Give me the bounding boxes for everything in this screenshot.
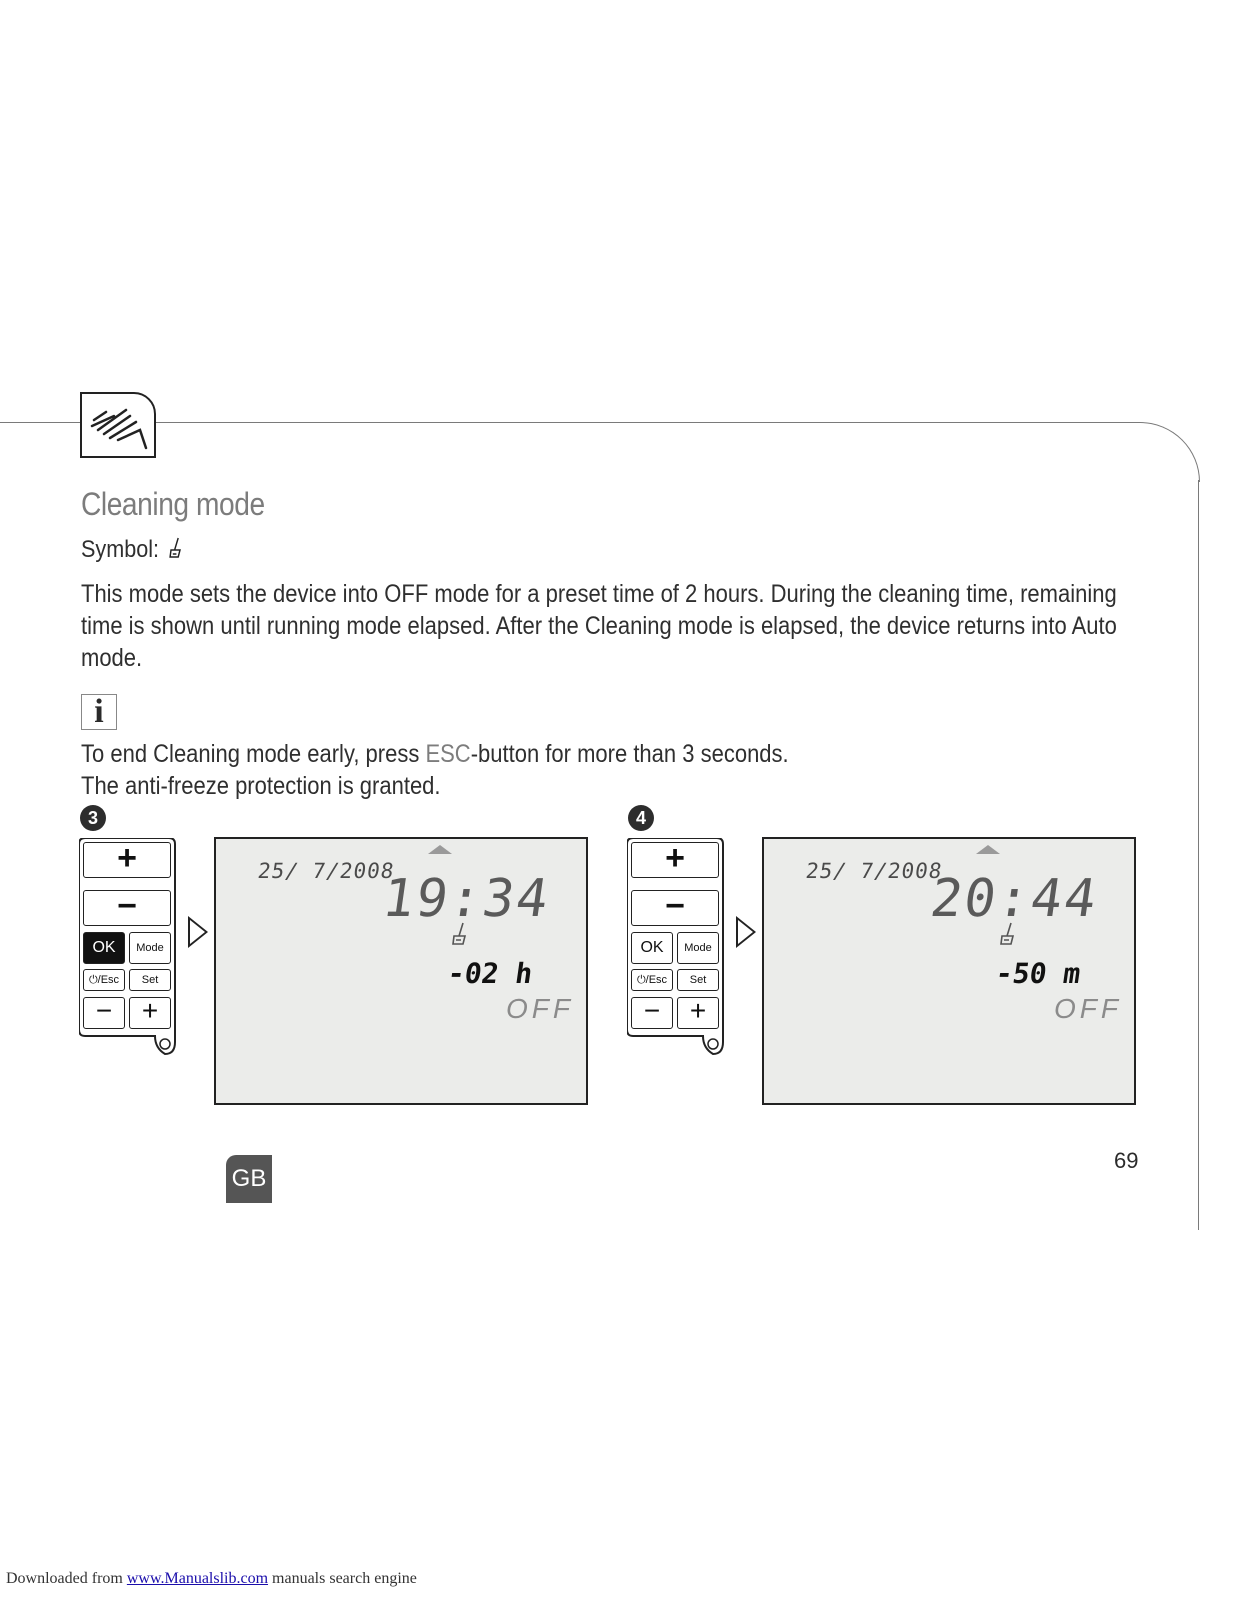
remote-control-4 — [627, 838, 723, 1038]
mode-button[interactable]: Mode — [129, 932, 171, 964]
footer-suffix: manuals search engine — [268, 1570, 417, 1587]
minus-button[interactable]: − — [631, 890, 719, 926]
indicator-icon — [976, 845, 1000, 854]
language-tab: GB — [226, 1155, 272, 1203]
lcd-state: OFF — [506, 993, 574, 1024]
esc-button[interactable]: ⏻/Esc — [83, 969, 125, 991]
note — [81, 738, 961, 802]
esc-key-label: ESC — [425, 740, 471, 768]
hand-icon — [80, 392, 156, 458]
small-plus-button[interactable]: + — [677, 997, 719, 1029]
page-number: 69 — [1114, 1148, 1139, 1173]
lcd-time: 19:34 — [379, 869, 555, 929]
plus-button[interactable]: + — [631, 842, 719, 878]
section-title: Cleaning mode — [81, 486, 265, 522]
lcd-display-3 — [214, 837, 588, 1105]
remote-control-3 — [79, 838, 175, 1038]
step-number-3: 3 — [80, 805, 106, 831]
lcd-display-4 — [762, 837, 1136, 1105]
footer — [6, 1570, 417, 1588]
set-button[interactable]: Set — [129, 969, 171, 991]
lcd-time: 20:44 — [927, 869, 1103, 929]
lcd-remaining-time: -50 m — [993, 957, 1083, 990]
lcd-date: 25/ 7/2008 — [804, 859, 945, 883]
esc-button[interactable]: ⏻/Esc — [631, 969, 673, 991]
mode-button[interactable]: Mode — [677, 932, 719, 964]
symbol-label: Symbol: — [81, 536, 160, 563]
brush-icon — [168, 536, 184, 560]
indicator-icon — [428, 845, 452, 854]
info-icon: i — [81, 694, 117, 730]
step-number-4: 4 — [628, 805, 654, 831]
brush-icon — [998, 921, 1016, 947]
lcd-remaining-time: -02 h — [445, 957, 535, 990]
minus-button[interactable]: − — [83, 890, 171, 926]
plus-button[interactable]: + — [83, 842, 171, 878]
frame-corner — [1140, 422, 1200, 482]
note-line-1: To end Cleaning mode early, press ESC-button for more than 3 seconds. — [81, 740, 789, 768]
ok-button[interactable]: OK — [83, 932, 125, 964]
small-minus-button[interactable]: − — [631, 997, 673, 1029]
lcd-date: 25/ 7/2008 — [256, 859, 397, 883]
ok-button[interactable]: OK — [631, 932, 673, 964]
set-button[interactable]: Set — [677, 969, 719, 991]
arrow-right-icon — [188, 916, 208, 948]
arrow-right-icon — [736, 916, 756, 948]
note-line-2: The anti-freeze protection is granted. — [81, 772, 441, 800]
frame-side-rule — [1198, 480, 1199, 1230]
section-description: This mode sets the device into OFF mode for a preset time of 2 hours. During the cleaning time, remaining time is shown until running mode elapsed. After the Cleaning mode is elapsed, the device returns into Auto mode. — [81, 580, 1117, 672]
lcd-state: OFF — [1054, 993, 1122, 1024]
footer-link[interactable]: www.Manualslib.com — [126, 1570, 269, 1587]
small-minus-button[interactable]: − — [83, 997, 125, 1029]
small-plus-button[interactable]: + — [129, 997, 171, 1029]
header-rule — [0, 422, 1140, 423]
footer-prefix: Downloaded from — [6, 1570, 127, 1587]
brush-icon — [450, 921, 468, 947]
symbol-line — [81, 536, 184, 564]
